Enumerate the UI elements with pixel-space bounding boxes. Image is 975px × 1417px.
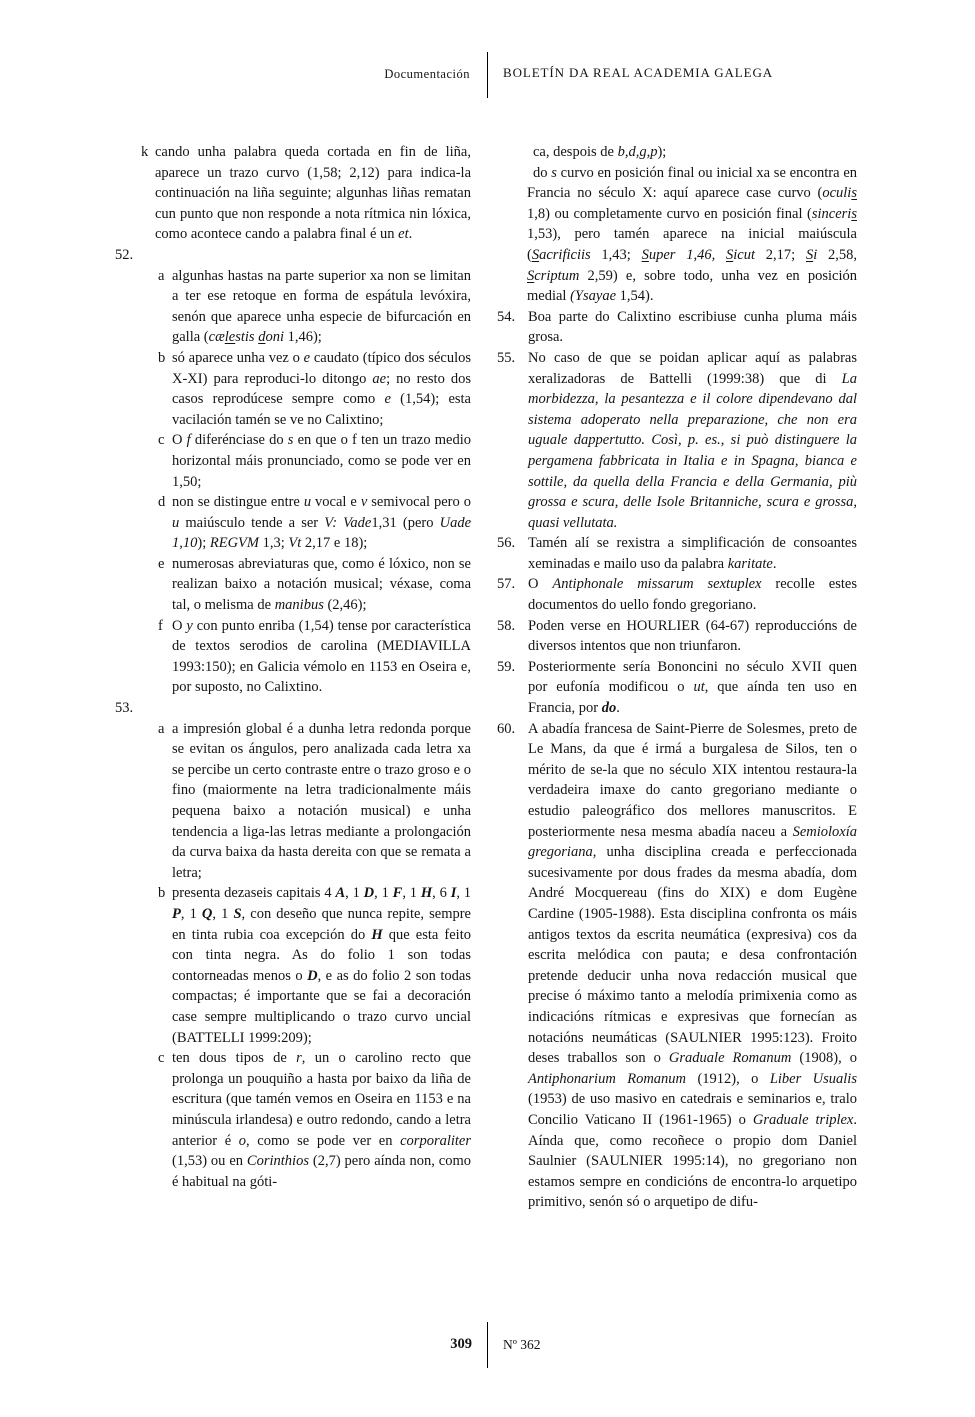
list-item-text: O f diferénciase do s en que o f ten un trazo medio horizontal máis pronunciado, como se pode ver en 1,50; [172,432,471,490]
issue-number: Nº 362 [503,1337,541,1352]
list-item-text: A abadía francesa de Saint-Pierre de Solesmes, preto de Le Mans, da que é irmá a burgalesa de Silos, ten o mérito de se-la que no século XIX intentou restaura-la verdadeira imaxe do canto gregoriano mediante o estudio paleográfico dos mellores manuscritos. E posteriormente nesa mesma abadía naceu a Semioloxía gregoriana, unha disciplina creada e perfeccionada sucesivamente por dous frades da mesma abadía, dom André Mocquereau (fins do XIX) e dom Eugène Cardine (1905-1988). Esta disciplina confronta os máis antigos textos da escrita neumática (expresiva) cos da escrita melódica con pauta; e desa confrontación pretende deducir unha nova redacción musical que precise ó máximo tanto a melodía primixenia como as indicacións rítmicas e expresivas que fornecían as notacións neumáticas (SAULNIER 1995:123). Froito deses traballos son o Graduale Romanum (1908), o Antiphonarium Romanum (1912), o Liber Usualis (1953) de uso masivo en catedrais e seminarios e, tralo Concilio Vaticano II (1961-1965) o Graduale triplex. Aínda que, como recoñece o propio dom Daniel Saulnier (SAULNIER 1995:14), no gregoriano non estamos sempre en condicións de encontra-lo arquetipo primitivo, senón só o arquetipo de difu- [528,720,857,1211]
list-item [115,719,471,884]
page-number: 309 [450,1336,472,1352]
list-item-text: presenta dezaseis capitais 4 A, 1 D, 1 F, 1 H, 6 I, 1 P, 1 Q, 1 S, con deseño que nunca repite, sempre en tinta rubia coa excepción do H que esta feito con tinta negra. As do folio 1 son todas contorneadas menos o D, e as do folio 2 son todas compactas; é importante que se fai a decoración case sempre multiplicando o trazo curvo uncial (BATTELLI 1999:209); [172,885,472,1046]
list-item [115,430,471,492]
list-item-marker: 58. [497,617,516,634]
list-item-marker: 52. [115,246,134,263]
list-item-marker: 56. [497,535,516,552]
list-item-text: do s curvo en posición final ou inicial xa se encontra en Francia no século X: aquí aparece case curvo (oculis 1,8) ou completamente curvo en posición final (sinceris 1,53), pero tamén aparece na inicial maiúscula (Sacrificiis 1,43; Super 1,46, Sicut 2,17; Si 2,58, Scriptum 2,59) e, sobre todo, unha vez en posición medial (Ysayae 1,54). [527,164,858,305]
list-item-marker: 55. [497,349,516,366]
footer-divider [487,1322,488,1368]
list-item-text: O Antiphonale missarum sextuplex recolle estes documentos do uello fondo gregoriano. [528,576,857,614]
list-item [115,266,471,348]
list-item-text: ca, despois de b,d,g,p); [533,144,667,160]
list-item-marker: 54. [497,308,516,325]
list-item [497,348,857,533]
list-item [497,533,857,574]
list-item-marker: a [158,720,165,737]
list-item-marker: b [158,349,166,366]
list-item-marker: c [158,432,165,449]
list-item-marker: 60. [497,720,516,737]
list-item-marker: e [158,555,165,572]
list-item-marker: a [158,267,165,284]
list-item [115,348,471,430]
list-item-text: só aparece unha vez o e caudato (típico dos séculos X-XI) para reproduci-lo ditongo ae; no resto dos casos reprodúcese sempre como e (1,54); esta vacilación tamén se ve no Calixtino; [172,349,471,428]
list-item [115,554,471,616]
list-item [497,574,857,615]
list-item-marker: f [158,617,163,634]
list-item [497,616,857,657]
list-item [115,1048,471,1192]
list-item-marker: 57. [497,576,516,593]
journal-title: BOLETÍN DA REAL ACADEMIA GALEGA [503,65,774,80]
list-item [497,719,857,1213]
list-item [115,142,471,245]
list-item-text: ten dous tipos de r, un o carolino recto que prolonga un pouquiño a hasta por baixo da liña de escritura (que tamén vemos en Oseira en 1153 e na minúscula irlandesa) e outro redondo, cando a letra anterior é o, como se pode ver en corporaliter (1,53) ou en Corinthios (2,7) pero aínda non, como é habitual na góti- [172,1050,471,1190]
list-item-text: Tamén alí se rexistra a simplificación de consoantes xeminadas e mailo uso da palabra karitate. [528,535,857,572]
list-item-marker: c [158,1050,165,1067]
list-item-text: cando unha palabra queda cortada en fin de liña, aparece un trazo curvo (1,58; 2,12) para indica-la continuación na liña seguinte; algunhas liñas rematan cun punto que non responde a nota rítmica nin lóxica, como acontece cando a palabra final é un et. [155,144,471,243]
list-item [497,163,857,307]
list-item-text: No caso de que se poidan aplicar aquí as palabras xeralizadoras de Battelli (1999:38) que di La morbidezza, la pesantezza e il colore dipendevano dal sistema adoperato nella preparazione, che non era uguale dappertutto. Così, p. es., si può distinguere la pergamena fabbricata in Italia e in Spagna, bianca e sottile, da quella della Francia e della Germania, più grossa e scura, delle Isole Britanniche, scura e grossa, quasi vellutata. [528,349,857,531]
list-item-text: Poden verse en HOURLIER (64-67) reproduccións de diversos intentos que non triunfaron. [528,617,857,655]
list-item [497,142,857,163]
list-item [497,307,857,348]
list-item-marker: d [158,494,166,511]
list-item-text: Posteriormente sería Bononcini no século XVII quen por eufonía modificou o ut, que aínda ten uso en Francia, por do. [528,658,857,717]
list-item-text: Boa parte do Calixtino escribiuse cunha pluma máis grosa. [528,308,857,346]
header-section-label: Documentación [384,67,470,81]
list-item-text: O y con punto enriba (1,54) tense por característica de textos serodios de carolina (MEDIAVILLA 1993:150); en Galicia vémolo en 1153 en Oseira e, por suposto, no Calixtino. [172,617,471,696]
list-item-text: numerosas abreviaturas que, como é lóxico, non se realizan baixo a notación musical; véxase, coma tal, o melisma de manibus (2,46); [172,555,471,614]
list-item [115,883,471,1048]
list-item [115,698,471,719]
list-item-marker: b [158,885,166,902]
list-item-text: non se distingue entre u vocal e v semivocal pero o u maiúsculo tende a ser V: Vade1,31 (pero Uade 1,10); REGVM 1,3; Vt 2,17 e 18); [172,494,472,552]
list-item-text: algunhas hastas na parte superior xa non se limitan a ter ese retoque en forma de espátula levóxira, senón que aparece unha especie de bifurcación en galla (cælestis doni 1,46); [172,267,471,346]
list-item [497,657,857,719]
list-item-text: a impresión global é a dunha letra redonda porque se evitan os ángulos, pero analizada cada letra xa se percibe un certo contraste entre o trazo groso e o fino (maiormente na letra tradicionalmente máis pequena baixo a notación musical) e unha tendencia a liga-las letras mediante a prolongación da curva baixa da hasta dereita con que se remata a letra; [172,720,471,881]
list-item-marker: k [141,144,149,160]
list-item [115,245,471,266]
list-item-marker: 59. [497,658,516,675]
right-column [497,142,857,1213]
list-item [115,492,471,554]
list-item [115,616,471,698]
list-item-marker: 53. [115,700,134,717]
header-divider [487,52,488,98]
left-column [115,142,471,1192]
